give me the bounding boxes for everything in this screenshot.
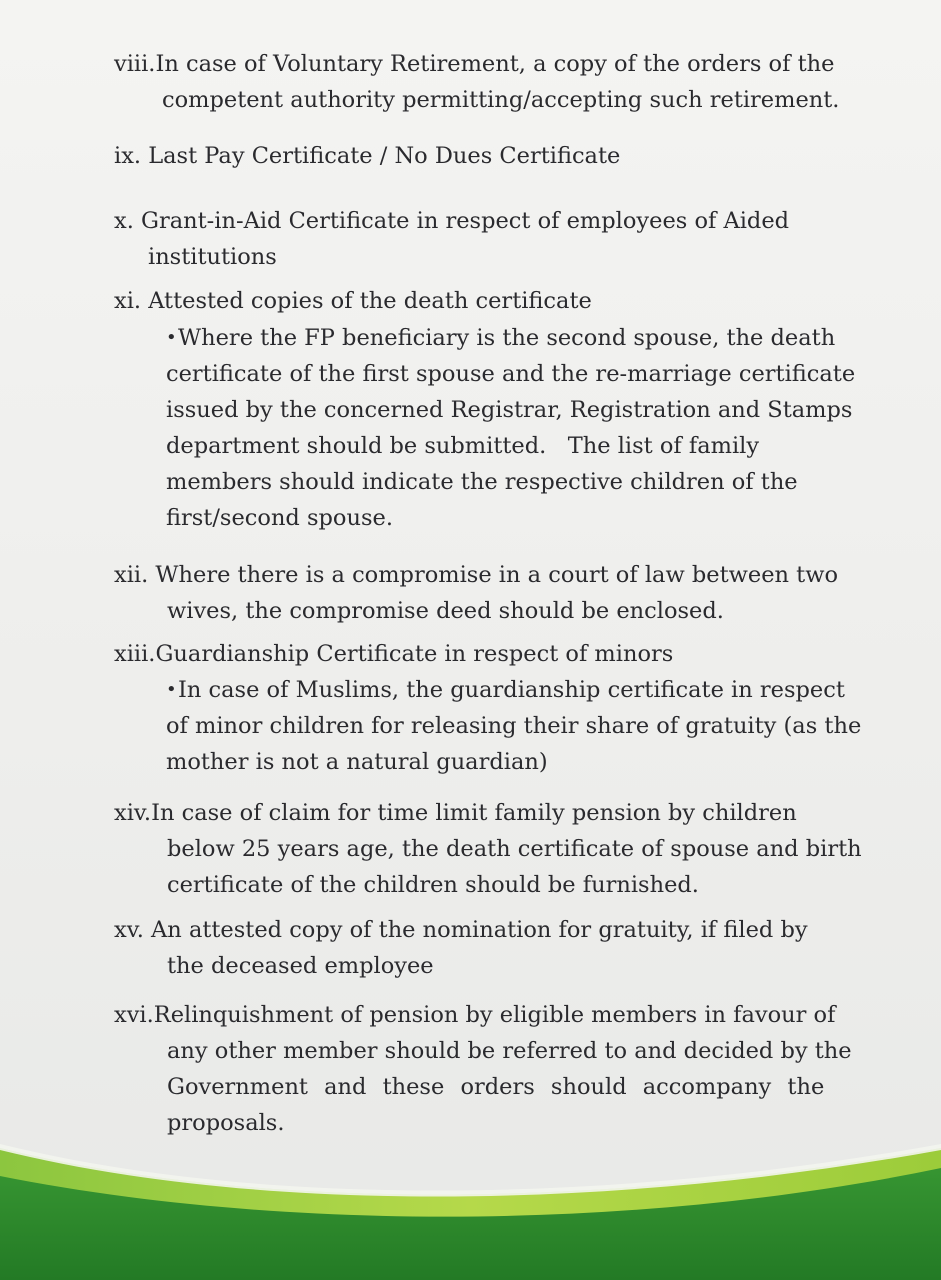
item-xi-line-1: xi. Attested copies of the death certificate — [114, 288, 592, 314]
item-ix-line-1: ix. Last Pay Certificate / No Dues Certificate — [114, 143, 621, 169]
item-xv-line-2: the deceased employee — [167, 953, 434, 979]
item-number: viii. — [114, 51, 156, 77]
bullet-line-2: of minor children for releasing their share of gratuity (as the — [166, 713, 862, 739]
item-xiv-line-1: xiv.In case of claim for time limit family pension by children — [114, 800, 797, 826]
item-number: xii. — [114, 562, 149, 588]
item-xii-line-2: wives, the compromise deed should be enclosed. — [167, 598, 724, 624]
bullet-line-1: •In case of Muslims, the guardianship certificate in respect — [166, 672, 880, 708]
item-number: xi. — [114, 288, 142, 314]
bullet-line-3: issued by the concerned Registrar, Registration and Stamps — [166, 397, 853, 423]
item-number: xvi. — [114, 1002, 154, 1028]
bullet-line-6: first/second spouse. — [166, 505, 393, 531]
item-viii-line-1: viii.In case of Voluntary Retirement, a copy of the orders of the — [114, 51, 835, 77]
bullet-line-3: mother is not a natural guardian) — [166, 749, 548, 775]
item-number: x. — [114, 208, 134, 234]
item-xvi-line-2: any other member should be referred to and decided by the — [167, 1038, 852, 1064]
list-item-viii — [114, 46, 880, 118]
list-item-xii — [114, 557, 880, 629]
item-xvi-line-3: Government and these orders should accompany the — [167, 1074, 825, 1100]
item-xv-line-1: xv. An attested copy of the nomination for gratuity, if filed by — [114, 917, 808, 943]
green-wave-band — [0, 1130, 941, 1280]
bullet-line-2: certificate of the first spouse and the re-marriage certificate — [166, 361, 856, 387]
list-item-xv — [114, 912, 880, 984]
bullet-line-4: department should be submitted. The list of family — [166, 433, 760, 459]
list-item-xi — [114, 283, 880, 319]
item-number: xv. — [114, 917, 144, 943]
item-xvi-line-1: xvi.Relinquishment of pension by eligible members in favour of — [114, 1002, 836, 1028]
item-number: ix. — [114, 143, 142, 169]
list-item-x — [114, 203, 880, 275]
item-number: xiii. — [114, 641, 156, 667]
bullet-line-5: members should indicate the respective children of the — [166, 469, 798, 495]
item-xvi-line-4: proposals. — [167, 1110, 285, 1136]
list-item-xvi — [114, 997, 880, 1141]
bullet-dot-icon: • — [166, 327, 177, 348]
item-xiii-bullet — [166, 672, 880, 780]
item-x-line-1: x. Grant-in-Aid Certificate in respect of employees of Aided — [114, 208, 790, 234]
item-xiv-line-3: certificate of the children should be furnished. — [167, 872, 699, 898]
item-number: xiv. — [114, 800, 152, 826]
item-xiv-line-2: below 25 years age, the death certificate of spouse and birth — [167, 836, 862, 862]
item-xi-bullet — [166, 320, 880, 536]
bullet-dot-icon: • — [166, 679, 177, 700]
item-xiii-line-1: xiii.Guardianship Certificate in respect of minors — [114, 641, 674, 667]
list-item-xiv — [114, 795, 880, 903]
list-item-ix — [114, 138, 880, 174]
item-viii-line-2: competent authority permitting/accepting such retirement. — [162, 87, 840, 113]
item-xii-line-1: xii. Where there is a compromise in a court of law between two — [114, 562, 838, 588]
item-x-line-2: institutions — [148, 244, 277, 270]
list-item-xiii — [114, 636, 880, 672]
bullet-line-1: •Where the FP beneficiary is the second spouse, the death — [166, 320, 880, 356]
